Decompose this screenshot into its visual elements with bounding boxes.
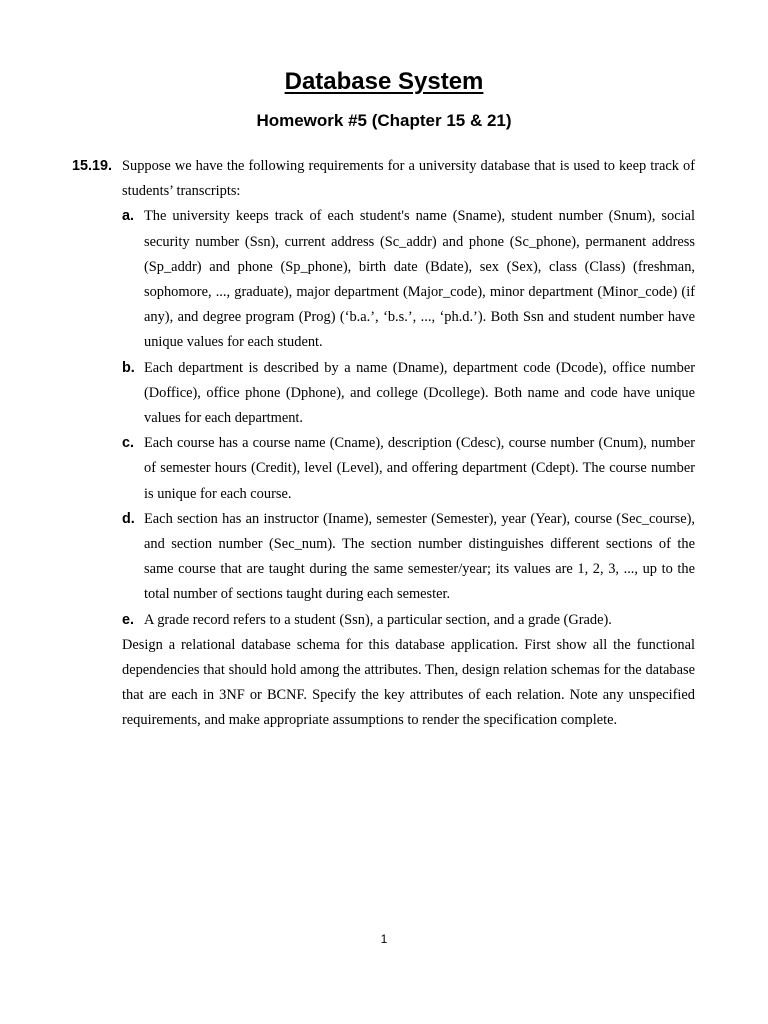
design-task: Design a relational database schema for this database application. First show all the functional dependencies that should hold among the attributes. Then, design relation schemas for the database that are each in 3NF or BCNF. Specify the key attributes of each relation. Note any unspecified requirements, and make appropriate assumptions to render the specification complete. bbox=[122, 636, 695, 729]
requirement-text: The university keeps track of each student's name (Sname), student number (Snum), social security number (Ssn), current address (Sc_addr) and phone (Sc_phone), permanent address (Sp_addr) and phone (Sp_phone), birth date (Bdate), sex (Sex), class (Class) (freshman, sophomore, ..., graduate), major department (Major_code), minor department (Minor_code) (if any), and degree program (Prog) (‘b.a.’, ‘b.s.’, ..., ‘ph.d.’). Both Ssn and student number have unique values for each student. bbox=[144, 208, 695, 351]
requirement-item bbox=[122, 431, 695, 507]
problem-intro: Suppose we have the following requirements for a university database that is used to keep track of students’ transcripts: bbox=[122, 158, 695, 200]
requirement-text: A grade record refers to a student (Ssn), a particular section, and a grade (Grade). bbox=[144, 611, 612, 628]
requirement-letter: b. bbox=[122, 359, 135, 376]
requirement-item bbox=[122, 204, 695, 355]
requirement-item bbox=[122, 507, 695, 608]
page-title: Database System bbox=[284, 68, 484, 95]
page-subtitle: Homework #5 (Chapter 15 & 21) bbox=[256, 111, 512, 130]
requirement-letter: d. bbox=[122, 510, 135, 527]
requirement-letter: a. bbox=[122, 208, 135, 225]
requirement-letter: e. bbox=[122, 611, 135, 628]
requirement-letter: c. bbox=[122, 435, 135, 452]
requirement-item bbox=[122, 608, 695, 633]
requirement-text: Each section has an instructor (Iname), semester (Semester), year (Year), course (Sec_course), and section number (Sec_num). The section number distinguishes different sections of the same course that are taught during the same semester/year; its values are 1, 2, 3, ..., up to the total number of sections taught during each semester. bbox=[144, 510, 695, 603]
requirement-item bbox=[122, 356, 695, 432]
requirement-text: Each department is described by a name (Dname), department code (Dcode), office number (Doffice), office phone (Dphone), and college (Dcollege). Both name and code have unique values for each department. bbox=[144, 359, 695, 427]
requirement-text: Each course has a course name (Cname), description (Cdesc), course number (Cnum), number of semester hours (Credit), level (Level), and offering department (Cdept). The course number is unique for each course. bbox=[144, 435, 695, 502]
problem-block bbox=[72, 154, 695, 734]
problem-number: 15.19. bbox=[72, 158, 113, 174]
page-number: 1 bbox=[380, 932, 388, 946]
